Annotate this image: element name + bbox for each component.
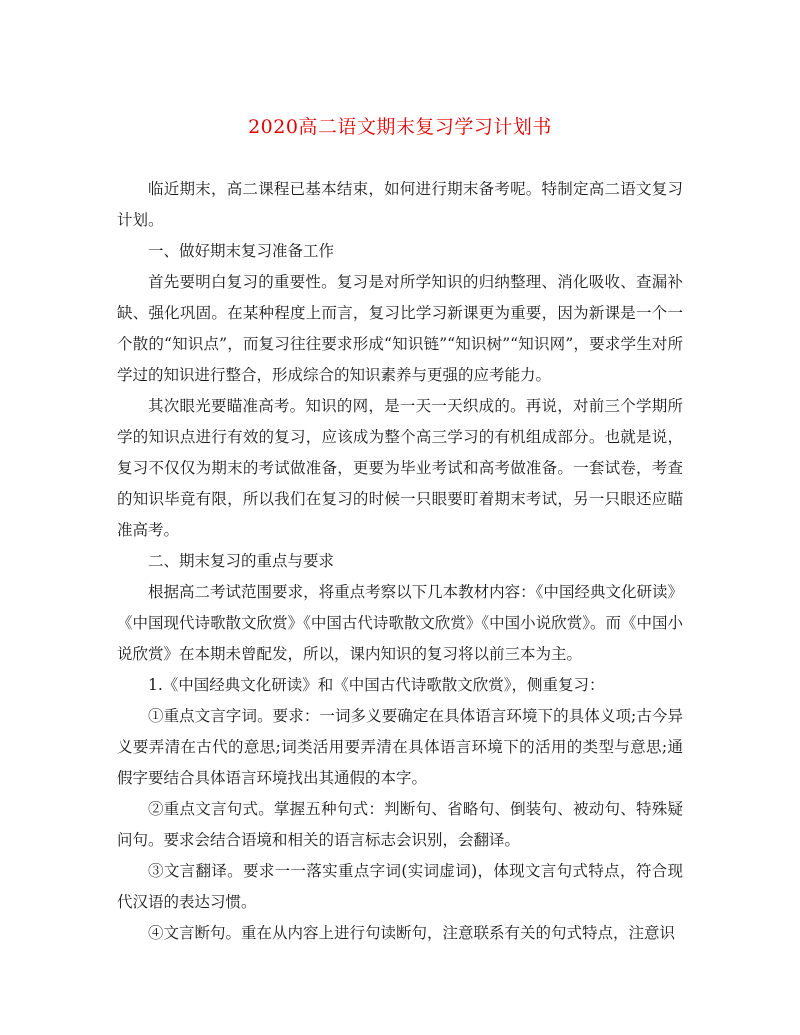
paragraph-point-4: ④文言断句。重在从内容上进行句读断句，注意联系有关的句式特点，注意识 [148,924,676,942]
paragraph-item-1: 1.《中国经典文化研读》和《中国古代诗歌散文欣赏》，侧重复习： [148,676,605,694]
paragraph-scope: 根据高二考试范围要求，将重点考察以下几本教材内容：《中国经典文化研读》《中国现代诗歌散文欣赏》《中国古代诗歌散文欣赏》《中国小说欣赏》。而《中国小说欣赏》在本期未曾配发，所以，课内知识的复习将以前三本为主。 [117,583,683,663]
paragraph-point-3: ③文言翻译。要求一一落实重点字词(实词虚词)，体现文言句式特点，符合现代汉语的表达习惯。 [117,862,683,911]
section-heading-2: 二、期末复习的重点与要求 [148,552,335,570]
document-body [117,174,683,949]
paragraph-point-1: ①重点文言字词。要求：一词多义要确定在具体语言环境下的具体义项;古今异义要弄清在古代的意思;词类活用要弄清在具体语言环境下的活用的类型与意思;通假字要结合具体语言环境找出其通假的本字。 [117,707,683,787]
paragraph-gaokao: 其次眼光要瞄准高考。知识的网，是一天一天织成的。再说，对前三个学期所学的知识点进行有效的复习，应该成为整个高三学习的有机组成部分。也就是说，复习不仅仅为期末的考试做准备，更要为毕业考试和高考做准备。一套试卷，考查的知识毕竟有限，所以我们在复习的时候一只眼要盯着期末考试，另一只眼还应瞄准高考。 [117,397,683,539]
paragraph-point-2: ②重点文言句式。掌握五种句式：判断句、省略句、倒装句、被动句、特殊疑问句。要求会结合语境和相关的语言标志会识别，会翻译。 [117,800,683,849]
document-title: 2020高二语文期末复习学习计划书 [248,116,552,138]
paragraph-importance: 首先要明白复习的重要性。复习是对所学知识的归纳整理、消化吸收、查漏补缺、强化巩固。在某种程度上而言，复习比学习新课更为重要，因为新课是一个一个散的“知识点”，而复习往往要求形成“知识链”“知识树”“知识网”，要求学生对所学过的知识进行整合，形成综合的知识素养与更强的应考能力。 [117,273,683,384]
paragraph-intro: 临近期末，高二课程已基本结束，如何进行期末备考呢。特制定高二语文复习计划。 [117,180,683,229]
section-heading-1: 一、做好期末复习准备工作 [148,242,335,260]
